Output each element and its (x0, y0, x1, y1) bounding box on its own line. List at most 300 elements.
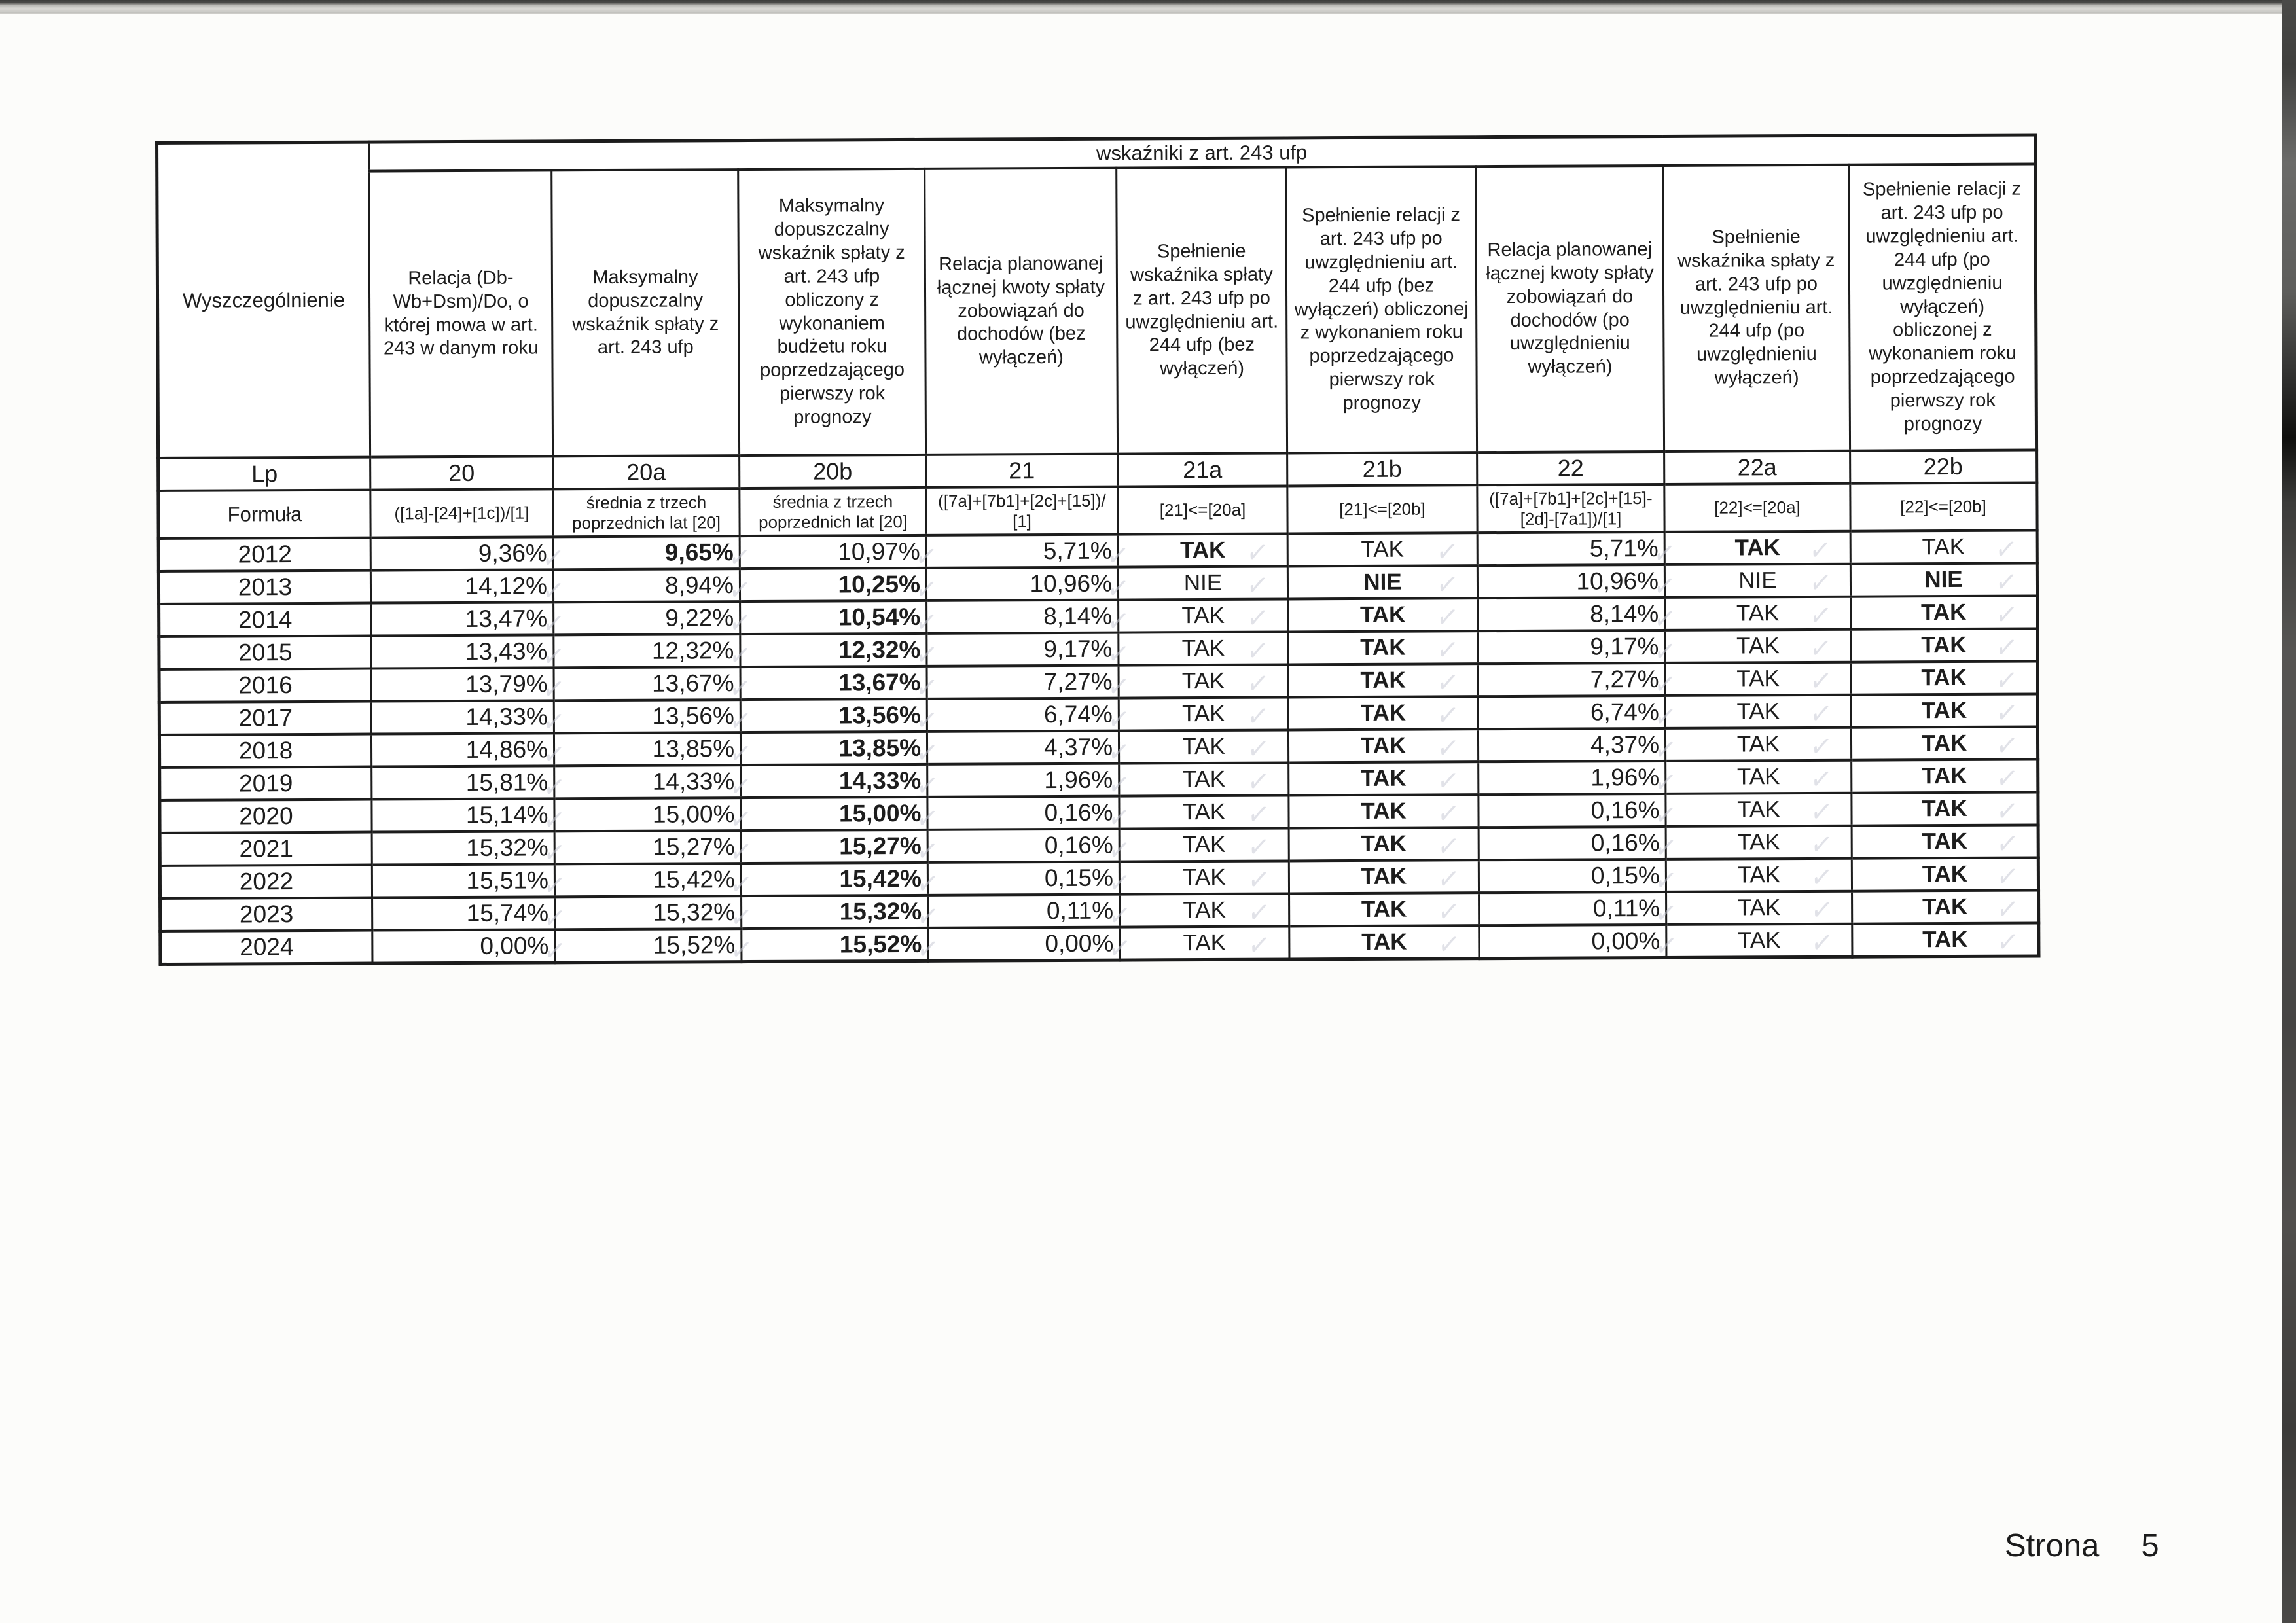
cell-value: TAK (1736, 698, 1780, 724)
pencil-check-icon: ✓ (913, 668, 940, 707)
value-cell (1478, 597, 1678, 638)
pencil-check-icon: ✓ (1807, 596, 1834, 635)
cell-value: TAK (1360, 700, 1407, 726)
pencil-check-icon: ✓ (540, 637, 567, 675)
cell-value: 0,15% (1044, 864, 1114, 892)
pencil-check-icon: ✓ (1994, 791, 2020, 830)
formula-cell-21a: [21]<=[20a] (1118, 486, 1287, 534)
value-cell (372, 897, 568, 937)
cell-value: 1,96% (1044, 766, 1113, 794)
cell-value: TAK (1921, 664, 1967, 691)
formula-cell-20b: średnia z trzech poprzednich lat [20] (740, 488, 926, 536)
cell-value: TAK (1361, 863, 1407, 889)
cell-value: TAK (1361, 830, 1407, 857)
value-cell (1852, 889, 2039, 929)
formula-cell-22a: [22]<=[20a] (1664, 484, 1850, 532)
column-header-20a: Maksymalny dopuszczalny wskaźnik spłaty z art. 243 ufp (552, 169, 740, 456)
cell-value: TAK (1182, 733, 1225, 760)
pencil-check-icon: ✓ (1246, 925, 1272, 965)
cell-value: 13,79% (465, 670, 548, 698)
value-cell (1665, 629, 1851, 668)
value-cell (1288, 597, 1478, 636)
pencil-check-icon: ✓ (541, 899, 568, 937)
cell-value: TAK (1360, 634, 1406, 660)
value-cell (1119, 860, 1289, 899)
value-cell (553, 569, 753, 609)
lp-label-cell: Lp (158, 457, 370, 491)
cell-value: 13,67% (652, 669, 734, 697)
value-cell (372, 798, 567, 839)
cell-value: 0,15% (1590, 861, 1660, 889)
value-cell (927, 698, 1132, 739)
cell-value: 0,11% (1046, 897, 1114, 925)
pencil-check-icon: ✓ (914, 799, 941, 838)
value-cell (927, 796, 1132, 837)
column-header-21b: Spełnienie relacji z art. 243 ufp po uwzględnieniu art. 244 ufp (bez wyłączeń) obliczonej z wykonaniem roku poprzedzającego pierwszy rok prognozy (1286, 166, 1477, 453)
cell-value: TAK (1922, 861, 1968, 887)
pencil-check-icon: ✓ (541, 768, 567, 806)
value-cell (1478, 630, 1678, 671)
page-footer (2005, 1527, 2159, 1564)
value-cell (1665, 727, 1851, 766)
value-cell (554, 830, 754, 871)
value-cell (927, 633, 1132, 673)
value-cell (1666, 760, 1852, 798)
pencil-check-icon: ✓ (1245, 794, 1272, 834)
pencil-check-icon: ✓ (1994, 726, 2020, 765)
value-cell (1665, 596, 1851, 635)
cell-value: 13,67% (838, 668, 921, 696)
value-cell (1479, 859, 1679, 900)
pencil-check-icon: ✓ (1244, 631, 1271, 670)
value-cell (1289, 794, 1479, 832)
pencil-check-icon: ✓ (914, 930, 941, 969)
value-cell (554, 700, 754, 740)
pencil-check-icon: ✓ (1245, 860, 1272, 899)
cell-value: TAK (1734, 535, 1780, 561)
pencil-check-icon: ✓ (1651, 567, 1678, 605)
cell-value: 7,27% (1590, 665, 1659, 693)
cell-value: 15,00% (838, 799, 922, 827)
cell-value: 5,71% (1589, 534, 1659, 562)
value-cell (371, 668, 567, 708)
cell-value: 10,54% (838, 603, 921, 631)
value-cell (740, 535, 940, 576)
formula-cell-22b: [22]<=[20b] (1850, 482, 2037, 531)
pencil-check-icon: ✓ (1651, 698, 1679, 736)
page-footer-label: Strona (2005, 1528, 2100, 1563)
value-cell (1287, 565, 1477, 603)
formula-cell-20a: średnia z trzech poprzednich lat [20] (553, 488, 740, 537)
pencil-check-icon: ✓ (1994, 824, 2021, 863)
value-cell (1119, 794, 1289, 834)
pencil-check-icon: ✓ (1993, 628, 2020, 667)
cell-value: 10,97% (838, 537, 920, 565)
pencil-check-icon: ✓ (1106, 929, 1133, 968)
pencil-check-icon: ✓ (913, 701, 941, 740)
pencil-check-icon: ✓ (540, 735, 567, 774)
pencil-check-icon: ✓ (914, 897, 941, 936)
pencil-check-icon: ✓ (1246, 893, 1272, 932)
cell-value: NIE (1738, 567, 1777, 594)
pencil-check-icon: ✓ (1245, 762, 1272, 801)
pencil-check-icon: ✓ (1244, 696, 1272, 736)
cell-value: 15,74% (466, 899, 549, 927)
cell-value: 15,32% (653, 899, 736, 926)
scan-artifact-right-edge (2282, 0, 2296, 1623)
value-cell (1851, 628, 2037, 667)
indicators-table (155, 133, 2041, 970)
pencil-check-icon: ✓ (1994, 857, 2021, 896)
pencil-check-icon: ✓ (1807, 727, 1835, 766)
cell-value: 14,33% (838, 766, 922, 794)
pencil-check-icon: ✓ (1434, 597, 1461, 636)
pencil-check-icon: ✓ (1105, 765, 1132, 804)
value-cell (928, 895, 1133, 935)
cell-value: 15,14% (465, 801, 548, 829)
value-cell (554, 765, 754, 806)
value-cell (1119, 729, 1288, 768)
value-cell (1665, 694, 1851, 733)
value-cell (1851, 693, 2037, 732)
pencil-check-icon: ✓ (1653, 894, 1679, 933)
cell-value: 14,33% (652, 768, 735, 795)
value-cell (927, 600, 1132, 641)
scan-artifact-top-edge (0, 0, 2296, 14)
cell-value: 0,16% (1590, 796, 1660, 824)
pencil-check-icon: ✓ (1435, 859, 1462, 898)
pencil-check-icon: ✓ (1994, 758, 2020, 798)
pencil-check-icon: ✓ (1106, 896, 1133, 935)
cell-value: TAK (1181, 602, 1225, 629)
pencil-check-icon: ✓ (914, 766, 941, 805)
column-header-20: Relacja (Db-Wb+Dsm)/Do, o której mowa w art. 243 w danym roku (369, 170, 553, 457)
cell-value: 15,51% (466, 866, 549, 894)
value-cell (554, 863, 755, 904)
cell-value: 9,36% (478, 539, 547, 567)
pencil-check-icon: ✓ (1808, 825, 1835, 864)
value-cell (1288, 696, 1478, 734)
value-cell (1852, 791, 2038, 830)
pencil-check-icon: ✓ (913, 603, 940, 641)
pencil-check-icon: ✓ (1994, 889, 2021, 929)
value-cell (371, 602, 567, 643)
value-cell (1479, 827, 1679, 867)
pencil-check-icon: ✓ (1104, 569, 1132, 608)
cell-value: TAK (1738, 927, 1781, 954)
value-cell (1851, 595, 2037, 634)
pencil-check-icon: ✓ (1651, 665, 1678, 704)
cell-value: 9,65% (664, 539, 734, 566)
pencil-check-icon: ✓ (1808, 891, 1835, 929)
year-cell: 2023 (160, 898, 372, 931)
value-cell (740, 601, 940, 641)
cell-value: TAK (1360, 732, 1407, 758)
cell-value: 15,27% (653, 833, 735, 861)
pencil-check-icon: ✓ (1105, 601, 1132, 641)
pencil-check-icon: ✓ (1105, 667, 1132, 706)
value-cell (1289, 827, 1479, 865)
cell-value: TAK (1737, 862, 1781, 888)
pencil-check-icon: ✓ (912, 570, 940, 609)
pencil-check-icon: ✓ (1993, 660, 2020, 700)
pencil-check-icon: ✓ (1992, 562, 2020, 601)
lp-cell-20a: 20a (553, 455, 740, 489)
cell-value: TAK (1920, 599, 1967, 626)
pencil-check-icon: ✓ (1244, 533, 1271, 572)
cell-value: 0,00% (480, 932, 549, 959)
year-cell: 2024 (160, 931, 372, 965)
year-cell: 2014 (159, 603, 371, 637)
value-cell (1852, 857, 2038, 896)
pencil-check-icon: ✓ (541, 833, 567, 872)
cell-value: 0,16% (1044, 831, 1113, 859)
pencil-check-icon: ✓ (1653, 927, 1679, 965)
year-cell: 2020 (160, 800, 372, 833)
pencil-check-icon: ✓ (540, 669, 567, 708)
cell-value: TAK (1922, 828, 1968, 855)
pencil-check-icon: ✓ (1651, 599, 1678, 638)
value-cell (926, 535, 1132, 575)
pencil-check-icon: ✓ (726, 669, 753, 707)
pencil-check-icon: ✓ (727, 800, 754, 838)
cell-value: 8,14% (1043, 602, 1113, 630)
value-cell (371, 733, 567, 774)
formula-cell-20: ([1a]-[24]+[1c])/[1] (370, 489, 553, 537)
value-cell (1666, 891, 1852, 929)
pencil-check-icon: ✓ (1807, 629, 1834, 668)
cell-value: TAK (1360, 667, 1406, 693)
value-cell (1477, 565, 1678, 605)
cell-value: 14,12% (465, 572, 548, 599)
pencil-check-icon: ✓ (913, 734, 941, 772)
cell-value: 15,81% (465, 768, 548, 796)
cell-value: 1,96% (1590, 763, 1660, 791)
cell-value: TAK (1361, 798, 1407, 824)
value-cell (1666, 793, 1852, 831)
cell-value: 0,11% (1592, 894, 1660, 922)
pencil-check-icon: ✓ (1244, 664, 1271, 703)
cell-value: 14,33% (465, 703, 548, 730)
cell-value: 4,37% (1590, 730, 1660, 758)
pencil-check-icon: ✓ (914, 832, 941, 870)
pencil-check-icon: ✓ (914, 865, 941, 903)
value-cell (1850, 529, 2037, 569)
pencil-check-icon: ✓ (1105, 700, 1132, 739)
cell-value: 14,86% (465, 736, 548, 763)
value-cell (371, 635, 567, 675)
pencil-check-icon: ✓ (1434, 663, 1461, 702)
value-cell (1289, 892, 1479, 931)
value-cell (1288, 630, 1478, 669)
value-cell (742, 895, 941, 936)
pencil-check-icon: ✓ (726, 538, 753, 577)
value-cell (1120, 925, 1289, 965)
cell-value: TAK (1182, 831, 1226, 858)
cell-value: TAK (1183, 864, 1226, 891)
cell-value: TAK (1183, 929, 1227, 956)
value-cell (1119, 631, 1288, 670)
pencil-check-icon: ✓ (728, 898, 755, 936)
value-cell (1118, 565, 1287, 605)
value-cell (741, 764, 941, 805)
band-title-cell: wskaźniki z art. 243 ufp (369, 135, 2036, 171)
cell-value: 13,43% (465, 637, 548, 665)
value-cell (554, 798, 754, 838)
cell-value: TAK (1361, 896, 1407, 922)
pencil-check-icon: ✓ (1651, 534, 1678, 573)
pencil-check-icon: ✓ (1244, 565, 1271, 605)
pencil-check-icon: ✓ (1652, 829, 1679, 867)
pencil-check-icon: ✓ (1808, 923, 1835, 962)
cell-value: 13,85% (652, 735, 735, 762)
value-cell (1119, 664, 1288, 703)
value-cell (1664, 531, 1850, 569)
pencil-check-icon: ✓ (1434, 630, 1461, 669)
cell-value: 7,27% (1043, 668, 1113, 696)
value-cell (1664, 563, 1850, 602)
cell-value: TAK (1922, 762, 1967, 789)
cell-value: TAK (1922, 893, 1968, 920)
value-cell (1287, 532, 1477, 571)
value-cell (1289, 925, 1479, 963)
cell-value: TAK (1736, 731, 1780, 757)
year-cell: 2017 (159, 702, 371, 735)
year-cell: 2016 (159, 669, 371, 702)
cell-value: TAK (1182, 798, 1226, 825)
pencil-check-icon: ✓ (1435, 761, 1462, 800)
pencil-check-icon: ✓ (1652, 796, 1679, 834)
cell-value: 0,16% (1044, 798, 1113, 827)
pencil-check-icon: ✓ (1806, 563, 1834, 602)
value-cell (372, 929, 568, 970)
lp-cell-21: 21 (926, 454, 1118, 488)
cell-value: NIE (1363, 569, 1402, 595)
value-cell (1851, 660, 2037, 700)
year-cell: 2013 (158, 571, 370, 604)
cell-value: 9,17% (1590, 632, 1659, 660)
value-cell (1119, 598, 1288, 637)
column-header-21a: Spełnienie wskaźnika spłaty z art. 243 ufp po uwzględnieniu art. 244 ufp (bez wyłączeń) (1117, 167, 1287, 454)
pencil-check-icon: ✓ (1994, 922, 2021, 961)
formula-cell-21b: [21]<=[20b] (1287, 485, 1477, 533)
spec-header-cell: Wyszczególnienie (157, 142, 370, 458)
value-cell (555, 896, 755, 936)
cell-value: TAK (1736, 764, 1780, 790)
pencil-check-icon: ✓ (1652, 763, 1679, 802)
cell-value: 13,56% (652, 702, 734, 730)
lp-cell-22: 22 (1477, 452, 1664, 485)
pencil-check-icon: ✓ (727, 865, 755, 904)
value-cell (927, 764, 1132, 804)
value-cell (1852, 922, 2039, 961)
cell-value: 0,00% (1045, 929, 1114, 957)
value-cell (372, 864, 568, 904)
year-cell: 2021 (160, 832, 372, 866)
value-cell (740, 666, 940, 707)
cell-value: TAK (1736, 600, 1780, 626)
value-cell (1479, 925, 1679, 965)
pencil-check-icon: ✓ (726, 702, 754, 740)
pencil-check-icon: ✓ (726, 636, 753, 675)
pencil-check-icon: ✓ (726, 571, 753, 609)
year-cell: 2022 (160, 865, 372, 899)
pencil-check-icon: ✓ (1993, 693, 2020, 732)
value-cell (1478, 663, 1678, 704)
cell-value: 12,32% (651, 637, 734, 664)
value-cell (555, 929, 755, 969)
pencil-check-icon: ✓ (1806, 531, 1833, 569)
value-cell (740, 732, 941, 772)
pencil-check-icon: ✓ (1434, 728, 1462, 767)
value-cell (927, 862, 1133, 902)
value-cell (741, 797, 941, 838)
cell-value: TAK (1361, 536, 1405, 562)
column-header-22: Relacja planowanej łącznej kwoty spłaty zobowiązań do dochodów (po uwzględnieniu wyłączeń) (1476, 166, 1664, 452)
cell-value: 12,32% (838, 635, 921, 664)
formula-label-cell: Formuła (158, 490, 370, 539)
value-cell (1120, 893, 1289, 932)
value-cell (1288, 728, 1478, 767)
cell-value: 15,32% (466, 834, 548, 861)
column-header-22b: Spełnienie relacji z art. 243 ufp po uwzględnieniu art. 244 ufp (po uwzględnieniu wyłączeń) obliczonej z wykonaniem roku poprzedzającego pierwszy rok prognozy (1849, 164, 2037, 450)
value-cell (554, 732, 754, 773)
cell-value: 9,17% (1043, 635, 1113, 663)
value-cell (1665, 662, 1851, 700)
value-cell (1288, 663, 1478, 702)
pencil-check-icon: ✓ (1651, 730, 1679, 769)
cell-value: 15,42% (653, 866, 736, 893)
value-cell (1666, 825, 1852, 864)
pencil-check-icon: ✓ (1435, 827, 1462, 865)
lp-cell-21b: 21b (1287, 452, 1477, 486)
value-cell (740, 699, 941, 740)
formula-cell-22: ([7a]+[7b1]+[2c]+[15]- [2d]-[7a1])/[1] (1477, 484, 1664, 533)
cell-value: TAK (1179, 537, 1226, 563)
pencil-check-icon: ✓ (1435, 892, 1462, 931)
value-cell (1478, 728, 1679, 769)
value-cell (371, 700, 567, 741)
cell-value: 10,25% (838, 570, 921, 598)
value-cell (1852, 824, 2038, 863)
pencil-check-icon: ✓ (1244, 598, 1271, 637)
cell-value: TAK (1921, 697, 1967, 724)
cell-value: TAK (1737, 829, 1781, 855)
pencil-check-icon: ✓ (540, 604, 567, 643)
cell-value: 8,14% (1590, 599, 1659, 628)
cell-value: TAK (1183, 897, 1226, 923)
value-cell (1289, 859, 1479, 898)
pencil-check-icon: ✓ (540, 702, 567, 741)
pencil-check-icon: ✓ (1105, 830, 1132, 870)
value-cell (1851, 726, 2037, 765)
cell-value: TAK (1736, 633, 1780, 659)
cell-value: TAK (1181, 700, 1225, 727)
cell-value: 15,32% (839, 897, 922, 925)
cell-value: 4,37% (1044, 733, 1113, 761)
cell-value: TAK (1737, 796, 1780, 823)
value-cell (740, 633, 940, 674)
value-cell (927, 829, 1132, 870)
cell-value: 15,27% (839, 832, 922, 860)
cell-value: 0,16% (1590, 829, 1660, 857)
pencil-check-icon: ✓ (1652, 861, 1679, 900)
pencil-check-icon: ✓ (1435, 794, 1462, 832)
cell-value: TAK (1737, 895, 1781, 921)
cell-value: 10,96% (1030, 569, 1113, 597)
cell-value: TAK (1922, 533, 1965, 560)
value-cell (1119, 762, 1289, 801)
